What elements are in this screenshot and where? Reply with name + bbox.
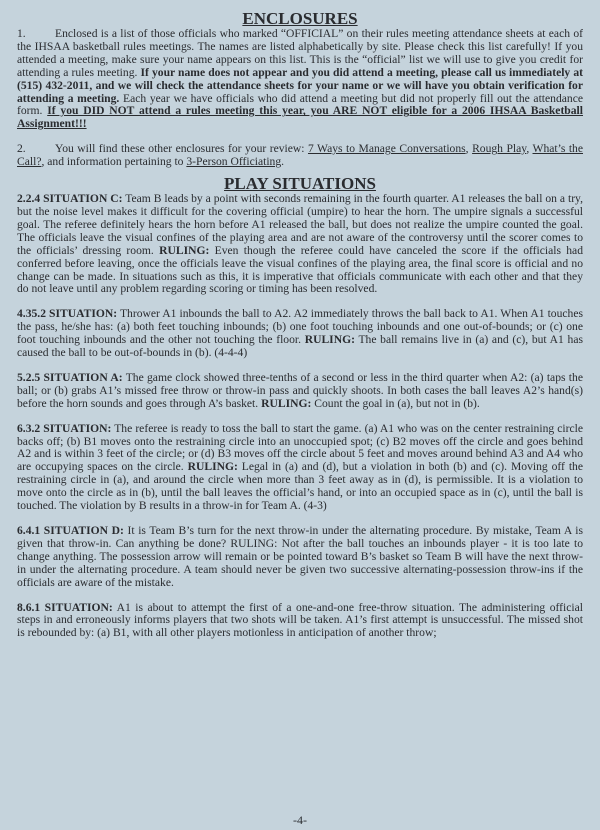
enclosure-title: 7 Ways to Manage Conversations <box>307 142 466 156</box>
ruling-text: Count the goal in (a), but not in (b). <box>314 396 480 410</box>
situation-label: 4.35.2 SITUATION: <box>17 307 118 321</box>
enclosure-item-1 <box>17 28 583 131</box>
enclosure-title: Rough Play <box>472 142 527 156</box>
ruling-text: The ball remains live in (a) and (c), but A1 has caused the ball to be out-of-bounds in (b). (4-4-4) <box>17 333 583 360</box>
situation-label: 8.6.1 SITUATION: <box>17 600 113 614</box>
item-number: 2. <box>17 142 26 156</box>
item-bold-text: If your name does not appear and you did attend a meeting, please call us immediately at (515) 432-2011, and we will check the attendance sheets for your name or we will have you obtain verification for attending a meeting. <box>17 65 583 105</box>
item-number: 1. <box>17 27 26 40</box>
situation-label: 5.2.5 SITUATION A: <box>17 370 123 384</box>
situation-text: Thrower A1 inbounds the ball to A2. A2 immediately throws the ball back to A1. When A1 touches the pass, he/she has: (a) both feet touching inbounds; (b) one foot touching inbounds and one out-of-bounds; or (c) one foot touching inbounds and the other not touching the floor. <box>17 307 583 347</box>
enclosure-title: What’s the Call? <box>17 142 583 169</box>
situation-label: 6.4.1 SITUATION D: <box>17 524 124 537</box>
situation-text: Team B leads by a point with seconds remaining in the fourth quarter. A1 releases the ball on a try, but the noise level makes it difficult for the covering official (umpire) to hear the horn. The umpire signals a successful goal. The referee definitely hears the horn before A1 released the ball, but does not realize the umpire counted the goal. The officials leave the visual confines of the playing area and are not aware of the controversy until the scorer comes to the officials’ dressing room. <box>17 192 583 257</box>
situation-paragraph <box>17 602 583 641</box>
eligibility-warning: If you DID NOT attend a rules meeting this year, you ARE NOT eligible for a 2006 IHSAA Basketball Assignment!!! <box>17 104 583 131</box>
ruling-label: RULING: <box>187 460 238 474</box>
item-text: Each year we have officials who did attend a meeting but did not properly fill out the attendance form. <box>17 91 583 118</box>
situation-paragraph <box>17 308 583 360</box>
situation-paragraph <box>17 372 583 411</box>
ruling-text: Even though the referee could have canceled the score if the officials had conferred before leaving, once the officials leave the visual confines of the playing area, the final score is official and no change can be made. In situations such as this, it is imperative that officials communicate with each other and that they do not leave until any problem regarding scoring or timing has been resolved. <box>17 243 584 296</box>
situation-paragraph <box>17 525 583 590</box>
situation-text: A1 is about to attempt the first of a one-and-one free-throw situation. The administering official steps in and erroneously informs players that two shots will be taken. A1’s first attempt is unsuccessful. The missed shot is rebounded by: (a) B1, with all other players motionless in anticipation of another throw; <box>17 600 583 640</box>
play-situations-heading: PLAY SITUATIONS <box>224 174 376 194</box>
enclosure-item-2: 2. You will find these other enclosures for your review: 7 Ways to Manage Conversations, Rough Play, What’s the Call?, and information pertaining to 3-Person Officiating. <box>17 142 583 169</box>
ruling-label: RULING: <box>159 243 210 257</box>
item-text: You will find these other enclosures for your review: <box>55 142 305 156</box>
enclosure-title: 3-Person Officiating <box>186 155 282 169</box>
situation-label: 2.2.4 SITUATION C: <box>17 192 123 206</box>
situation-label: 6.3.2 SITUATION: <box>17 421 112 435</box>
enclosures-heading: ENCLOSURES <box>242 9 358 28</box>
situation-text: The referee is ready to toss the ball to start the game. (a) A1 who was on the center restraining circle backs off; (b) B1 moves onto the restraining circle into an unoccupied spot; (c) B2 moves off the circle and goes behind A2 and is within 3 feet of the circle; or (d) B3 moves off the circle about 5 feet and moves around behind A3 and A4 who are occupying spaces on the circle. <box>17 421 583 474</box>
ruling-text: Legal in (a) and (d), but a violation in both (b) and (c). Moving off the restraining circle in (a), and around the circle when more than 3 feet away as in (d), is permissible. It is a violation to move onto the circle as in (b), until the ball leaves the official’s hand, or into an occupied space as in (c), until the ball is touched. The violation by B results in a throw-in for Team A. (4-3) <box>17 460 583 513</box>
situation-paragraph <box>17 193 583 296</box>
situation-text: The game clock showed three-tenths of a second or less in the third quarter when A2: (a) taps the ball; or (b) grabs A1’s missed free throw or throw-in pass and quickly shoots. In both cases the ball leaves A2’s hand(s) before the horn sounds and goes through A’s basket. <box>17 370 583 410</box>
situation-paragraph <box>17 423 583 513</box>
page-number: -4- <box>293 813 307 828</box>
situation-text: It is Team B’s turn for the next throw-in under the alternating procedure. By mistake, Team A is given that throw-in. Can anything be done? RULING: Not after the ball touches an inbounds player - it is too late to change anything. The possession arrow will remain or be pointed toward B’s basket so Team B will have the next throw-in under the alternating procedure. A team should never be given two successive alternating-possession throw-ins if the officials are aware of the mistake. <box>17 524 583 589</box>
ruling-label: RULING: <box>304 333 355 347</box>
ruling-label: RULING: <box>261 396 312 410</box>
item-text: Enclosed is a list of those officials who marked “OFFICIAL” on their rules meeting attendance sheets at each of the IHSAA basketball rules meetings. The names are listed alphabetically by site. Please check this list carefully! If you attended a meeting, make sure your name appears on this list. This is the “official” list we will use to give you credit for attending a rules meeting. <box>17 27 583 79</box>
